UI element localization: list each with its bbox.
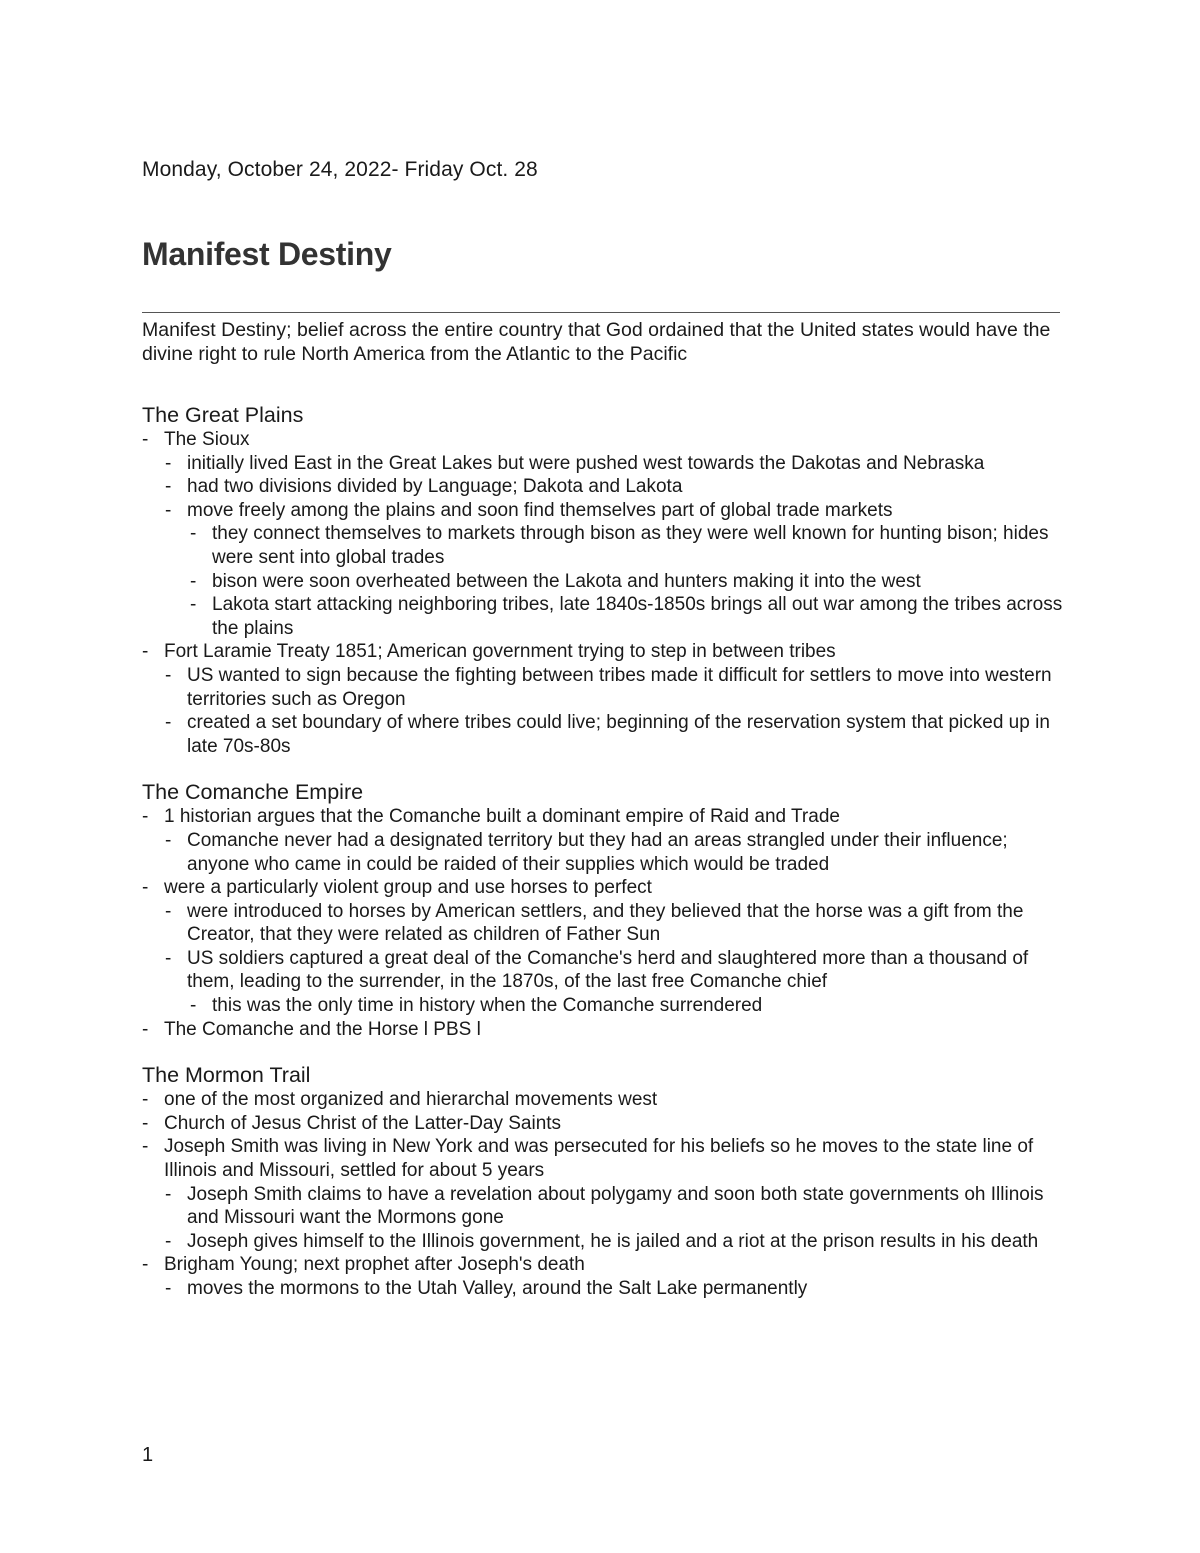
list-item (164, 640, 1072, 758)
list-item: - created a set boundary of where tribes could live; beginning of the reservation system that picked up in late 70s-80s (187, 711, 1072, 758)
bullet-list (164, 1277, 1072, 1301)
list-item: - bison were soon overheated between the Lakota and hunters making it into the west (212, 570, 1072, 594)
list-item: - this was the only time in history when the Comanche surrendered (212, 994, 1072, 1018)
list-item: - Comanche never had a designated territory but they had an areas strangled under their influence; anyone who came in could be raided of their supplies which would be traded (187, 829, 1072, 876)
list-item: - were introduced to horses by American settlers, and they believed that the horse was a gift from the Creator, that they were related as children of Father Sun (187, 900, 1072, 947)
bullet-list (164, 1183, 1072, 1254)
bullet-list (164, 664, 1072, 758)
list-item-text: US soldiers captured a great deal of the Comanche's herd and slaughtered more than a thousand of them, leading to the surrender, in the 1870s, of the last free Comanche chief (187, 947, 1029, 993)
list-item: - one of the most organized and hierarchal movements west (164, 1088, 1072, 1112)
list-item (164, 1253, 1072, 1300)
document-title: Manifest Destiny (142, 236, 392, 272)
section-heading: The Comanche Empire (142, 780, 364, 805)
bullet-list (187, 994, 1072, 1018)
bullet-list (164, 900, 1072, 1018)
page-number: 1 (142, 1444, 154, 1466)
list-item-text: move freely among the plains and soon find themselves part of global trade markets (187, 499, 893, 521)
list-item (164, 876, 1072, 1018)
list-item: - Joseph Smith claims to have a revelation about polygamy and soon both state governments oh Illinois and Missouri want the Mormons gone (187, 1183, 1072, 1230)
list-item-text: Joseph Smith was living in New York and was persecuted for his beliefs so he moves to the state line of Illinois and Missouri, settled for about 5 years (164, 1136, 1034, 1182)
list-item-text: Brigham Young; next prophet after Joseph's death (164, 1254, 585, 1276)
list-item (187, 499, 1072, 641)
list-item-text: were a particularly violent group and use horses to perfect (164, 877, 652, 899)
section-great-plains (142, 402, 1072, 758)
list-item-text: The Sioux (164, 429, 250, 450)
list-item: - The Comanche and the Horse l PBS l (164, 1018, 1072, 1042)
title-divider (142, 312, 1060, 313)
intro-paragraph: Manifest Destiny; belief across the entire country that God ordained that the United states would have the divine right to rule North America from the Atlantic to the Pacific (142, 319, 1051, 365)
bullet-list (142, 805, 1072, 1041)
list-item: - they connect themselves to markets through bison as they were well known for hunting bison; hides were sent into global trades (212, 522, 1072, 569)
list-item-text: 1 historian argues that the Comanche built a dominant empire of Raid and Trade (164, 806, 840, 828)
bullet-list (142, 428, 1072, 758)
list-item: - moves the mormons to the Utah Valley, around the Salt Lake permanently (187, 1277, 1072, 1301)
bullet-list (187, 522, 1072, 640)
list-item (164, 428, 1072, 640)
list-item-text: Fort Laramie Treaty 1851; American government trying to step in between tribes (164, 641, 836, 663)
section-heading: The Mormon Trail (142, 1063, 311, 1088)
list-item: - initially lived East in the Great Lakes but were pushed west towards the Dakotas and Nebraska (187, 452, 1072, 476)
date-line: Monday, October 24, 2022- Friday Oct. 28 (142, 158, 538, 181)
list-item: - Joseph gives himself to the Illinois government, he is jailed and a riot at the prison results in his death (187, 1230, 1072, 1254)
list-item: - US wanted to sign because the fighting between tribes made it difficult for settlers to move into western territories such as Oregon (187, 664, 1072, 711)
section-comanche-empire (142, 779, 1072, 1041)
list-item: - Lakota start attacking neighboring tribes, late 1840s-1850s brings all out war among the tribes across the plains (212, 593, 1072, 640)
section-mormon-trail (142, 1062, 1072, 1300)
bullet-list (164, 452, 1072, 641)
notes-content (142, 402, 1072, 1322)
bullet-list (164, 829, 1072, 876)
list-item (164, 805, 1072, 876)
list-item: - had two divisions divided by Language; Dakota and Lakota (187, 475, 1072, 499)
section-heading: The Great Plains (142, 403, 304, 427)
bullet-list (142, 1088, 1072, 1300)
list-item (187, 947, 1072, 1018)
list-item: - Church of Jesus Christ of the Latter-Day Saints (164, 1112, 1072, 1136)
list-item (164, 1135, 1072, 1253)
